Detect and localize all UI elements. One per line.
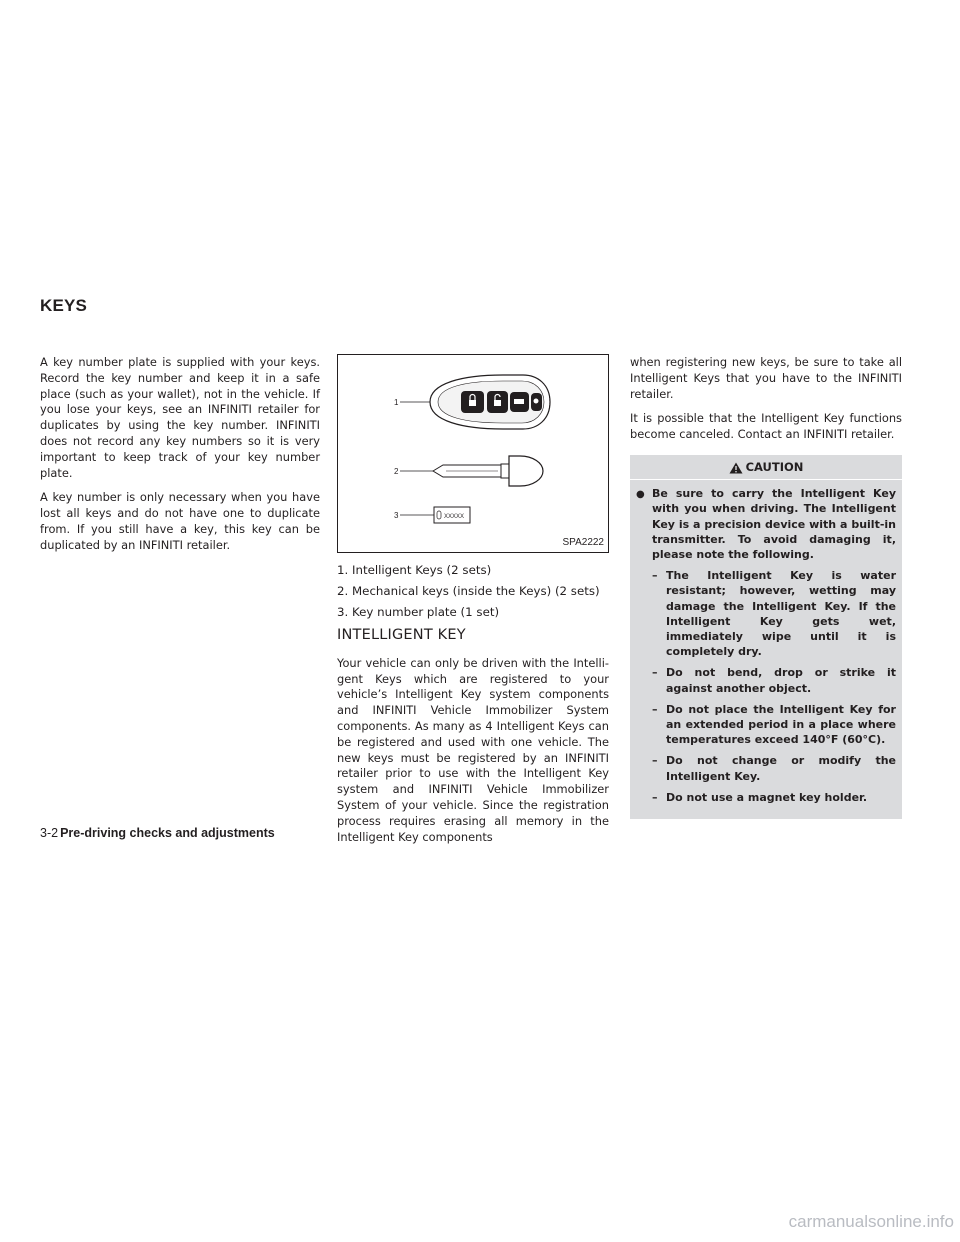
caution-box bbox=[630, 455, 902, 819]
caution-dash-text: Do not use a magnet key holder. bbox=[666, 790, 868, 804]
caution-bullet bbox=[636, 486, 896, 562]
caution-dash-item bbox=[636, 665, 896, 695]
caution-bullet-text: Be sure to carry the Intelligent Key with you when driving. The Intelligent Key is a precision device with a built-in transmitter. To avoid damaging it, please note the following. bbox=[652, 487, 896, 561]
warning-icon bbox=[729, 462, 743, 474]
caution-title: CAUTION bbox=[745, 459, 804, 474]
callout-1: 1 bbox=[394, 398, 399, 407]
intelligent-key-heading: INTELLIGENT KEY bbox=[337, 627, 466, 643]
dash-icon: – bbox=[652, 666, 658, 680]
callout-2: 2 bbox=[394, 467, 399, 476]
page-number: 3-2 bbox=[40, 826, 59, 840]
chapter-title: Pre-driving checks and adjustments bbox=[60, 826, 275, 840]
caution-header bbox=[630, 455, 902, 480]
caution-dash-item bbox=[636, 790, 896, 805]
intelligent-key-paragraph: Your vehicle can only be driven with the Intelligent Keys which are registered to your vehicle’s Intelligent Key system components and INFINITI Vehicle Immobilizer System components. As many as 4 Intelligent Keys can be registered and used with one vehicle. The new keys must be registered by an INFINITI retailer prior to use with the Intelligent Key system and INFINITI Vehicle Immobilizer System of your vehicle. Since the registration process requires erasing all memory in the Intelligent Key components bbox=[337, 655, 609, 844]
canceled-paragraph: It is possible that the Intelligent Key functions become canceled. Contact an INFINITI retailer. bbox=[630, 411, 902, 442]
key-number-plate-illustration bbox=[434, 507, 470, 523]
caution-dash-item bbox=[636, 753, 896, 783]
keys-illustration bbox=[338, 355, 608, 552]
caution-dash-text: The Intelligent Key is water resistant; however, wetting may damage the Intelligent Key. If the Intelligent Key gets wet, immediately wipe until it is completely dry. bbox=[666, 569, 896, 659]
column-2 bbox=[337, 354, 609, 845]
dash-icon: – bbox=[652, 569, 658, 583]
registration-paragraph: when registering new keys, be sure to take all Intelligent Keys that you have to the INFINITI retailer. bbox=[630, 355, 902, 401]
plate-text: XXXXX bbox=[444, 514, 465, 520]
mechanical-key-illustration bbox=[433, 456, 543, 486]
dash-icon: – bbox=[652, 754, 658, 768]
column-1 bbox=[40, 355, 320, 563]
dash-icon: – bbox=[652, 790, 658, 804]
caution-dash-item bbox=[636, 702, 896, 748]
caution-dash-text: Do not bend, drop or strike it against another object. bbox=[666, 666, 896, 695]
section-title: KEYS bbox=[40, 296, 88, 315]
intelligent-key-illustration bbox=[430, 375, 550, 429]
legend-item-3: 3. Key number plate (1 set) bbox=[337, 605, 500, 619]
legend-item-2: 2. Mechanical keys (inside the Keys) (2 sets) bbox=[337, 584, 600, 598]
page-footer bbox=[40, 826, 275, 840]
key-plate-paragraph: A key number plate is supplied with your keys. Record the key number and keep it in a safe place (such as your wallet), not in the vehicle. If you lose your keys, see an INFINITI retailer for duplicates by using the key number. INFINITI does not record any key numbers so it is very important to keep track of your key number plate. bbox=[40, 355, 320, 480]
column-3 bbox=[630, 355, 902, 819]
dash-icon: – bbox=[652, 702, 658, 716]
figure-legend bbox=[337, 563, 609, 620]
figure-code: SPA2222 bbox=[562, 537, 604, 549]
caution-dash-text: Do not place the Intelligent Key for an extended period in a place where temperatures exceed 140°F (60°C). bbox=[666, 702, 896, 747]
key-number-paragraph: A key number is only necessary when you have lost all keys and do not have one to duplicate from. If you still have a key, this key can be duplicated by an INFINITI retailer. bbox=[40, 490, 320, 552]
caution-dash-item bbox=[636, 568, 896, 659]
caution-dash-text: Do not change or modify the Intelligent Key. bbox=[666, 754, 896, 783]
callout-3: 3 bbox=[394, 511, 399, 520]
bullet-icon: ● bbox=[636, 489, 645, 501]
legend-item-1: 1. Intelligent Keys (2 sets) bbox=[337, 563, 492, 577]
keys-figure bbox=[337, 354, 609, 553]
watermark: carmanualsonline.info bbox=[788, 1212, 954, 1231]
